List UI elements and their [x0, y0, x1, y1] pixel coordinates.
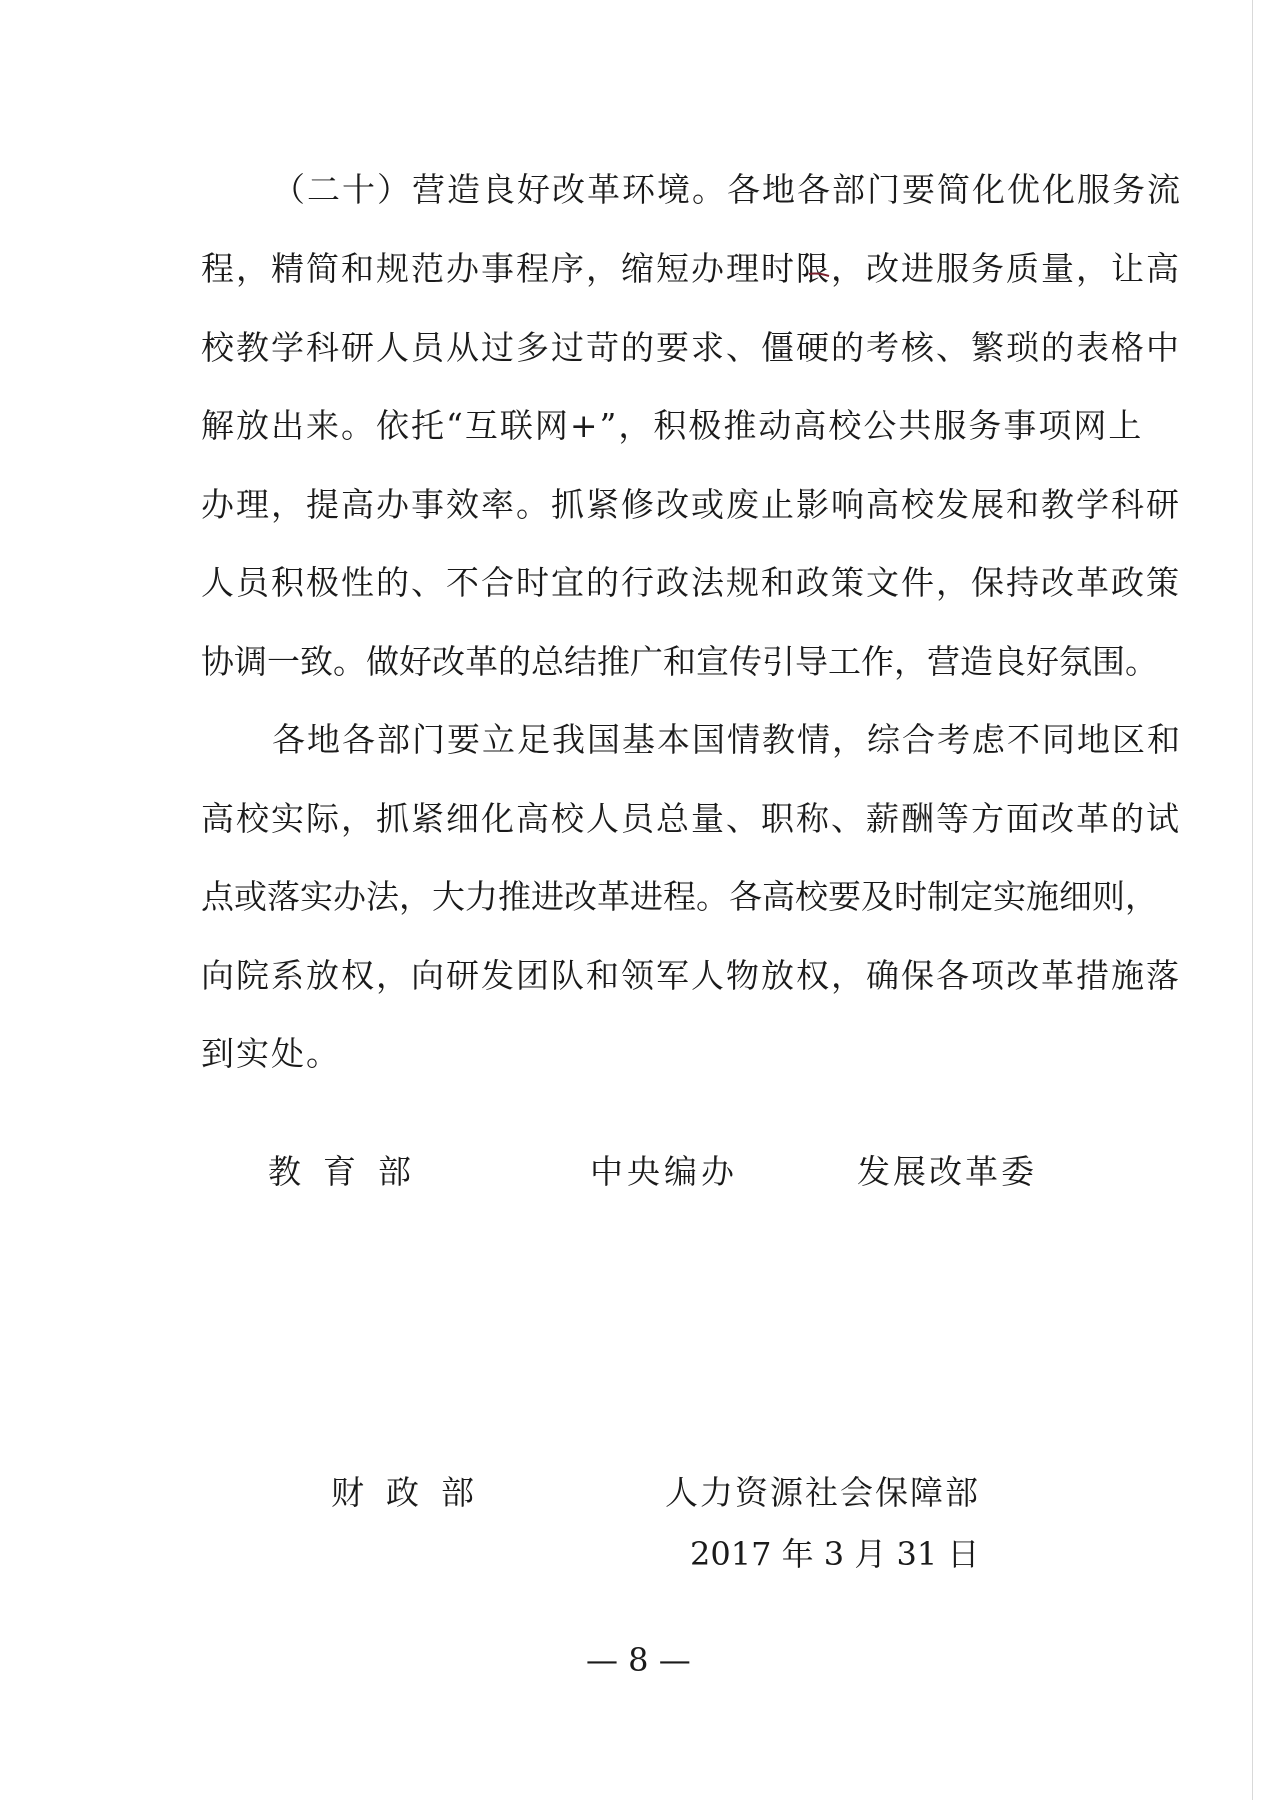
signatory-ministry-of-education: 教育部: [268, 1152, 433, 1191]
paragraph-line: 协调一致。做好改革的总结推广和宣传引导工作，营造良好氛围。: [201, 642, 1158, 681]
scan-edge-line: [1252, 0, 1253, 1800]
page-number: — 8 —: [586, 1641, 691, 1679]
paragraph-line: 程，精简和规范办事程序，缩短办理时限，改进服务质量，让高: [201, 249, 1181, 288]
issue-date: 2017 年 3 月 31 日: [690, 1535, 980, 1573]
paragraph-line: （二十）营造良好改革环境。各地各部门要简化优化服务流: [272, 170, 1182, 209]
paragraph-line: 到实处。: [201, 1034, 341, 1073]
signatory-mohrss: 人力资源社会保障部: [665, 1473, 980, 1512]
paragraph-line: 向院系放权，向研发团队和领军人物放权，确保各项改革措施落: [201, 956, 1181, 995]
paragraph-line: 校教学科研人员从过多过苛的要求、僵硬的考核、繁琐的表格中: [201, 328, 1181, 367]
signatory-ministry-of-finance: 财政部: [331, 1473, 496, 1512]
paragraph-line: 办理，提高办事效率。抓紧修改或废止影响高校发展和教学科研: [201, 485, 1181, 524]
paragraph-line: 各地各部门要立足我国基本国情教情，综合考虑不同地区和: [272, 720, 1182, 759]
paragraph-line: 高校实际，抓紧细化高校人员总量、职称、薪酬等方面改革的试: [201, 799, 1181, 838]
paragraph-line: 点或落实办法，大力推进改革进程。各高校要及时制定实施细则，: [201, 877, 1158, 916]
signatory-ndrc: 发展改革委: [857, 1152, 1037, 1191]
paragraph-line: 人员积极性的、不合时宜的行政法规和政策文件，保持改革政策: [201, 563, 1181, 602]
pen-mark: [808, 272, 830, 278]
paragraph-line: 解放出来。依托“互联网+”，积极推动高校公共服务事项网上: [201, 406, 1144, 445]
signatory-central-staffing-office: 中央编办: [590, 1152, 738, 1191]
